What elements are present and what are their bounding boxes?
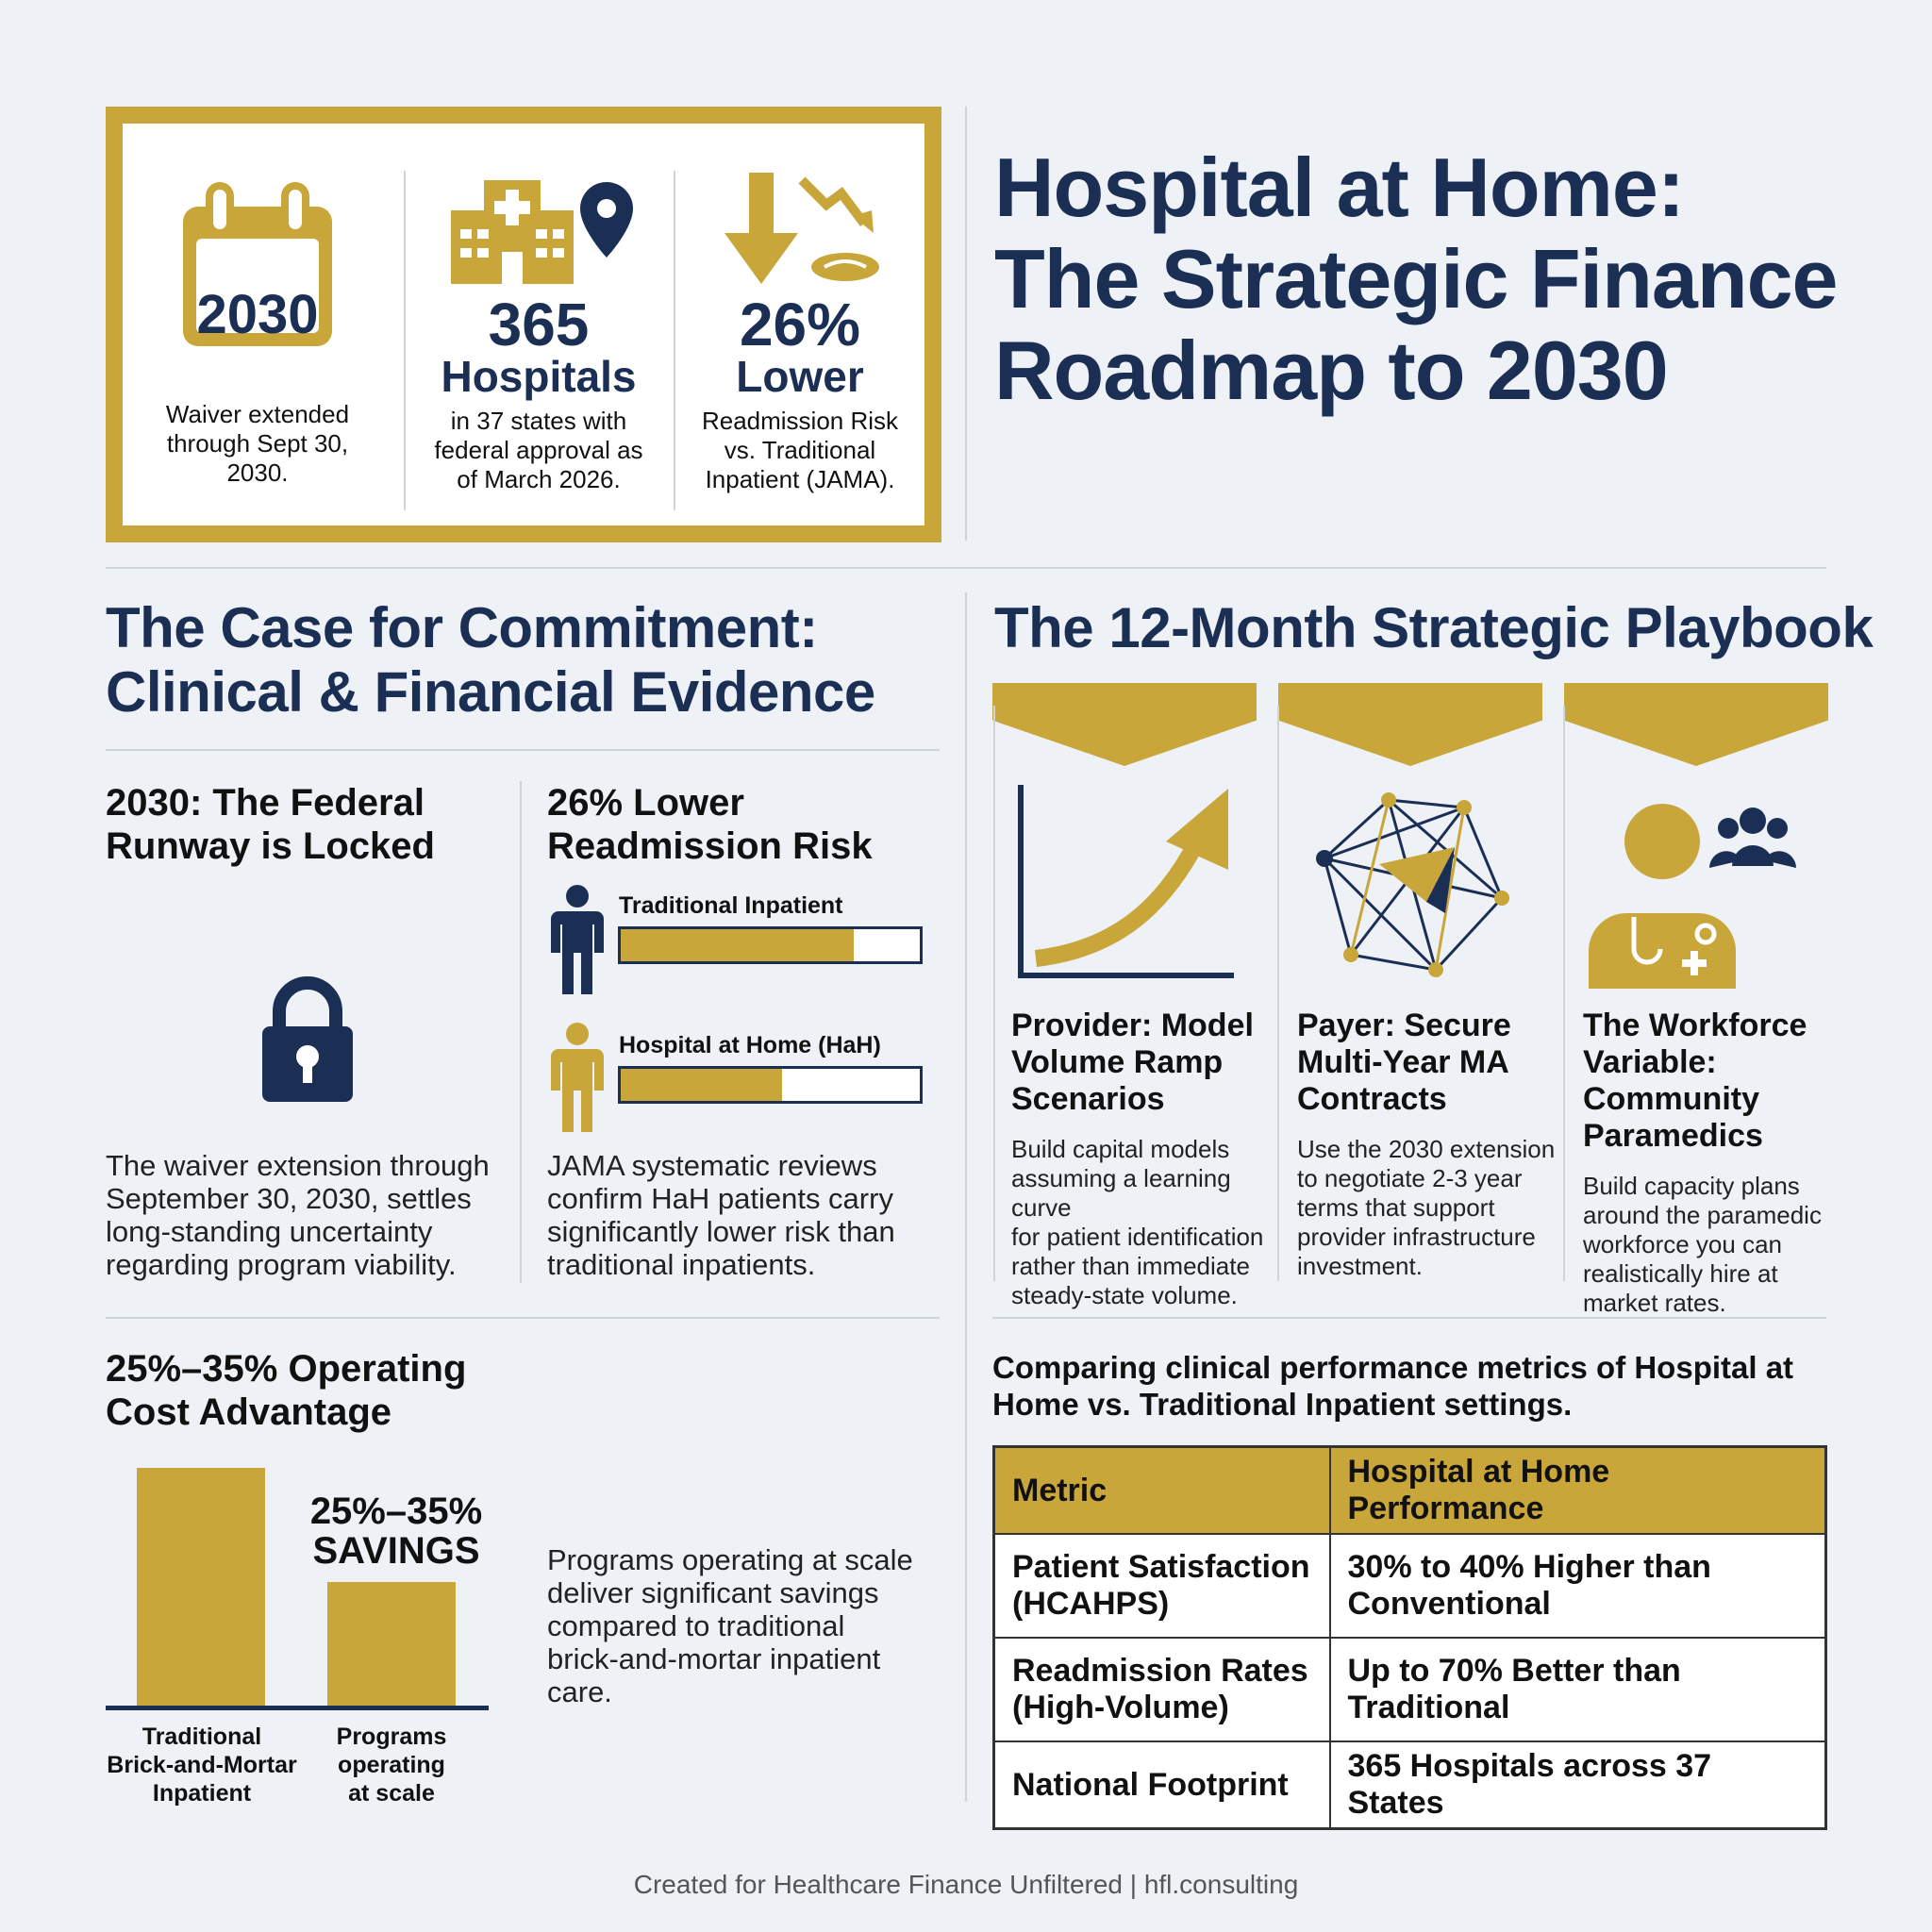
bar-label-traditional: Traditional Inpatient [619, 892, 843, 919]
cost-savings-annotation [294, 1491, 498, 1571]
playbook-text-line: market rates. [1583, 1289, 1726, 1317]
cost-text-line: care. [547, 1675, 612, 1708]
bar-hah [618, 1066, 923, 1104]
stat-caption-line: Readmission Risk [701, 407, 899, 435]
column-divider [965, 592, 967, 1802]
case-divider [106, 749, 940, 751]
case-divider [106, 1317, 940, 1319]
cost-text [547, 1543, 943, 1708]
playbook-title-line: Scenarios [1011, 1081, 1165, 1117]
table-row [994, 1741, 1826, 1829]
playbook-text-line: around the paramedic [1583, 1201, 1822, 1229]
stat-waiver-value: 2030 [196, 284, 319, 345]
stat-caption-line: through Sept 30, [166, 429, 349, 458]
stat-caption-line: federal approval as [434, 436, 643, 464]
stat-caption-line: Waiver extended [165, 400, 350, 428]
cost-title-line: Cost Advantage [106, 1391, 392, 1433]
comparison-caption-line: Comparing clinical performance metrics of Hospital at [992, 1350, 1794, 1385]
title-line: Hospital at Home: [994, 141, 1685, 234]
case-title-line: The Case for Commitment: [106, 596, 818, 659]
stat-hospitals [406, 124, 672, 525]
playbook-workforce [1583, 1008, 1894, 1318]
cell-line: Conventional [1347, 1586, 1551, 1622]
stat-readmission-unit: Lower [736, 352, 864, 401]
readmission-text-line: JAMA systematic reviews [547, 1149, 877, 1182]
federal-text-line: long-standing uncertainty [106, 1215, 433, 1248]
stat-box [106, 107, 941, 542]
playbook-text-line: provider infrastructure [1297, 1223, 1536, 1251]
page-title [994, 142, 1890, 416]
playbook-text-line: steady-state volume. [1011, 1281, 1238, 1309]
cost-text-line: brick-and-mortar inpatient [547, 1642, 881, 1675]
playbook-text-line: Build capacity plans [1583, 1172, 1800, 1200]
table-header-performance: Hospital at Home Performance [1330, 1447, 1826, 1535]
federal-title-line: Runway is Locked [106, 825, 435, 867]
cost-bar-label-line: Traditional [142, 1724, 262, 1750]
hospital-location-icon [441, 173, 640, 286]
playbook-text-line: terms that support [1297, 1193, 1495, 1222]
playbook-text-line: to negotiate 2-3 year [1297, 1164, 1523, 1192]
readmission-text-line: significantly lower risk than [547, 1215, 895, 1248]
readmission-text [547, 1149, 943, 1281]
playbook-text-line: workforce you can [1583, 1230, 1782, 1258]
table-cell [994, 1534, 1330, 1638]
footer-credit: Created for Healthcare Finance Unfiltered | hfl.consulting [633, 1870, 1299, 1899]
playbook-text-line: Use the 2030 extension [1297, 1135, 1556, 1163]
stat-hospitals-unit: Hospitals [441, 352, 637, 401]
table-header-metric: Metric [994, 1447, 1330, 1535]
playbook-payer [1297, 1008, 1561, 1281]
playbook-provider [1011, 1008, 1285, 1310]
playbook-title-line: Multi-Year MA [1297, 1044, 1509, 1080]
bar-traditional-fill [621, 929, 854, 961]
cell-line: 365 Hospitals across 37 States [1347, 1748, 1712, 1821]
readmission-text-line: confirm HaH patients carry [547, 1182, 893, 1215]
playbook-column-divider [1563, 706, 1565, 1281]
playbook-title-line: Payer: Secure [1297, 1008, 1511, 1043]
person-icon [549, 885, 606, 994]
playbook-text-line: realistically hire at [1583, 1259, 1778, 1288]
cell-line: (High-Volume) [1012, 1690, 1229, 1725]
federal-text-line: regarding program viability. [106, 1248, 457, 1281]
federal-title-line: 2030: The Federal [106, 782, 425, 824]
stat-caption-line: in 37 states with [450, 407, 627, 435]
cell-line: Patient Satisfaction [1012, 1549, 1310, 1585]
stat-readmission [675, 124, 924, 525]
readmission-text-line: traditional inpatients. [547, 1248, 816, 1281]
cost-bar-label-line: at scale [348, 1780, 435, 1807]
cost-bar-at-scale [327, 1582, 456, 1706]
case-title-line: Clinical & Financial Evidence [106, 660, 875, 724]
federal-text-line: The waiver extension through [106, 1149, 490, 1182]
playbook-title-line: The Workforce [1583, 1008, 1807, 1043]
stat-caption-line: vs. Traditional [724, 436, 876, 464]
paramedic-team-icon [1583, 800, 1819, 989]
playbook-title-line: Contracts [1297, 1081, 1447, 1117]
federal-text-line: September 30, 2030, settles [106, 1182, 472, 1215]
table-row [994, 1638, 1826, 1741]
federal-text [106, 1149, 521, 1281]
cost-bar-label-line: Brick-and-Mortar [107, 1752, 297, 1778]
playbook-chevron [1564, 683, 1828, 766]
cost-bar-label [311, 1723, 472, 1807]
growth-chart-icon [1013, 783, 1240, 981]
person-icon [549, 1023, 606, 1132]
bar-label-hah: Hospital at Home (HaH) [619, 1032, 881, 1058]
case-column-divider [520, 781, 522, 1283]
cell-line: Traditional [1347, 1690, 1510, 1725]
stat-caption-line: 2030. [226, 458, 289, 487]
readmission-title [547, 781, 943, 868]
lock-icon [260, 975, 355, 1104]
savings-line: 25%–35% [309, 1491, 483, 1532]
header-divider [965, 107, 967, 541]
playbook-column-divider [993, 706, 995, 1281]
cell-line: Readmission Rates [1012, 1653, 1308, 1689]
case-section-title [106, 596, 936, 724]
playbook-text-line: rather than immediate [1011, 1252, 1250, 1280]
cost-bar-label [106, 1723, 298, 1807]
table-row [994, 1534, 1826, 1638]
cell-line: 30% to 40% Higher than [1347, 1549, 1711, 1585]
section-divider [106, 567, 1826, 569]
stat-caption-line: of March 2026. [457, 465, 621, 493]
comparison-caption [992, 1349, 1841, 1423]
playbook-chevron [992, 683, 1257, 766]
network-icon [1313, 791, 1521, 979]
bar-hah-fill [621, 1069, 782, 1101]
playbook-text-line: investment. [1297, 1252, 1423, 1280]
playbook-section-title: The 12-Month Strategic Playbook [994, 596, 1874, 659]
comparison-caption-line: Home vs. Traditional Inpatient settings. [992, 1387, 1573, 1422]
stat-hospitals-value: 365 [488, 291, 590, 358]
playbook-chevron [1278, 683, 1542, 766]
table-cell [1330, 1638, 1826, 1741]
table-cell [1330, 1741, 1826, 1829]
cell-line: (HCAHPS) [1012, 1586, 1170, 1622]
readmission-title-line: Readmission Risk [547, 825, 873, 867]
cost-title [106, 1347, 577, 1434]
title-line: The Strategic Finance [994, 232, 1838, 325]
cost-bar-label-line: operating [338, 1752, 445, 1778]
table-cell [1330, 1534, 1826, 1638]
cell-line: National Footprint [1012, 1766, 1289, 1803]
playbook-title-line: Provider: Model [1011, 1008, 1254, 1043]
comparison-table [992, 1445, 1827, 1830]
downward-trend-icon [723, 173, 883, 295]
federal-title [106, 781, 521, 868]
cost-text-line: Programs operating at scale [547, 1543, 913, 1576]
table-cell [994, 1638, 1330, 1741]
readmission-title-line: 26% Lower [547, 782, 744, 824]
playbook-text-line: Build capital models [1011, 1135, 1230, 1163]
playbook-title-line: Volume Ramp [1011, 1044, 1224, 1080]
cell-line: Up to 70% Better than [1347, 1653, 1681, 1689]
playbook-divider [992, 1317, 1826, 1319]
playbook-title-line: Paramedics [1583, 1118, 1763, 1154]
title-line: Roadmap to 2030 [994, 324, 1668, 417]
cost-axis-line [106, 1706, 489, 1710]
stat-readmission-value: 26% [739, 291, 861, 358]
stat-waiver [123, 124, 392, 525]
table-cell [994, 1741, 1330, 1829]
cost-bar-traditional [137, 1468, 265, 1706]
cost-title-line: 25%–35% Operating [106, 1348, 467, 1390]
playbook-text-line: assuming a learning curve [1011, 1164, 1231, 1222]
playbook-text-line: for patient identification [1011, 1223, 1264, 1251]
playbook-title-line: Variable: Community [1583, 1044, 1759, 1117]
savings-line: SAVINGS [312, 1530, 480, 1572]
stat-caption-line: Inpatient (JAMA). [705, 465, 895, 493]
bar-traditional [618, 926, 923, 964]
cost-text-line: compared to traditional [547, 1609, 845, 1642]
cost-bar-label-line: Programs [336, 1724, 447, 1750]
cost-bar-label-line: Inpatient [152, 1780, 252, 1807]
cost-text-line: deliver significant savings [547, 1576, 879, 1609]
table-header-row [994, 1447, 1826, 1535]
cost-bar-chart [106, 1453, 492, 1717]
